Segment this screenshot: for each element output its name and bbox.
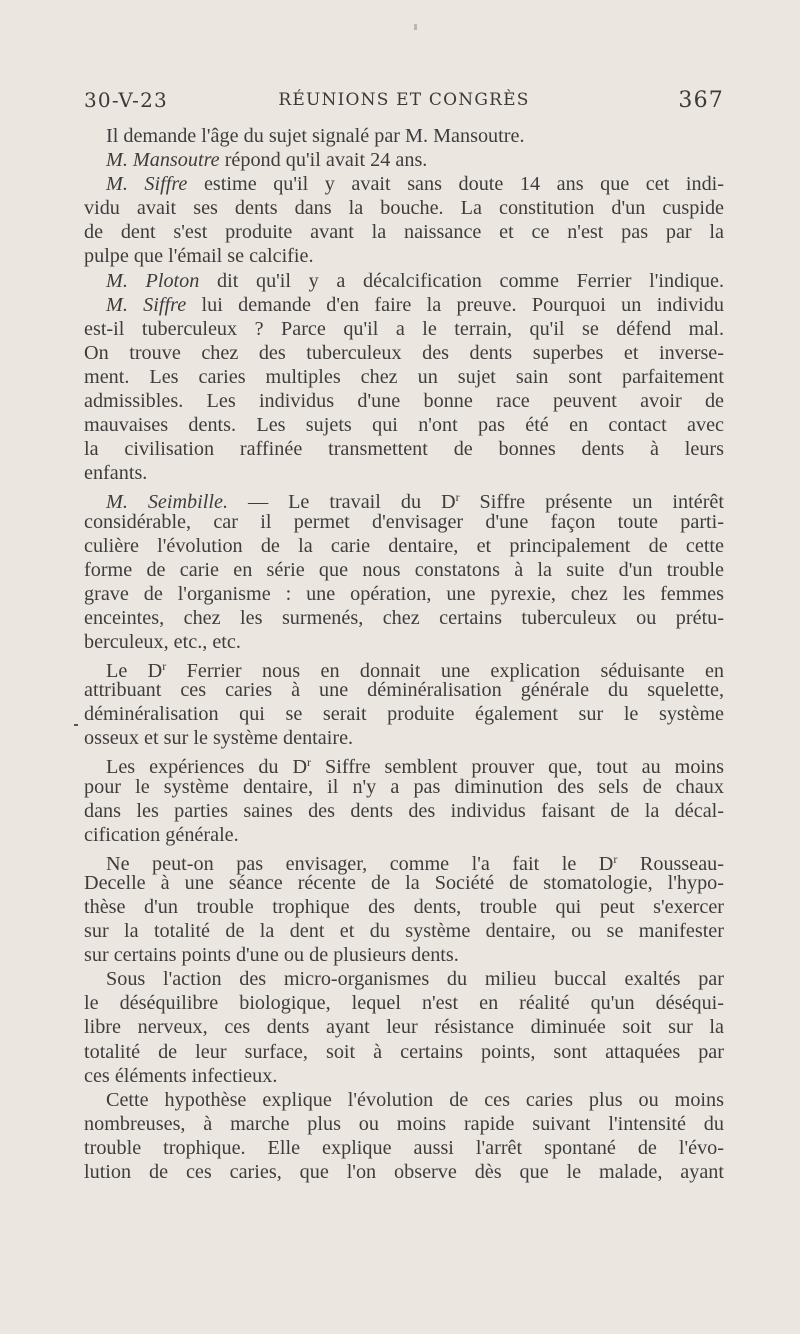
speaker-name: M. Seimbille. (106, 491, 228, 514)
text-line: osseux et sur le système dentaire. (84, 727, 354, 750)
text-line: totalité de leur surface, soit à certains points, sont attaquées par (84, 1040, 724, 1063)
text-line: sur la totalité de la dent et du système dentaire, ou se manifester (84, 920, 724, 943)
text-line: dans les parties saines des dents des individus faisant de la décal- (84, 799, 724, 822)
text-line: cification générale. (84, 823, 239, 846)
text-line: sur certains points d'une ou de plusieurs dents. (84, 944, 459, 967)
text-line: pour le système dentaire, il n'y a pas diminution des sels de chaux (84, 775, 724, 798)
text-line: trouble trophique. Elle explique aussi l'arrêt spontané de l'évo- (84, 1136, 724, 1159)
text-line: Decelle à une séance récente de la Société de stomatologie, l'hypo- (84, 871, 724, 894)
text-line: considérable, car il permet d'envisager d'une façon toute parti- (84, 510, 724, 533)
text-line: forme de carie en série que nous constatons à la suite d'un trouble (84, 558, 724, 581)
speaker-name: M. Siffre (106, 293, 187, 316)
text-line: est-il tuberculeux ? Parce qu'il a le terrain, qu'il se défend mal. (84, 317, 724, 340)
text-line: Ne peut-on pas envisager, comme l'a fait le $D^r$ Rousseau- (106, 851, 724, 875)
text-line: ment. Les caries multiples chez un sujet sain sont parfaitement (84, 365, 724, 388)
page-speck (414, 24, 417, 30)
text-line: la civilisation raffinée transmettent de bonnes dents à leurs (84, 438, 724, 461)
text-line: M. Siffre estime qu'il y avait sans doute 14 ans que cet indi- (106, 173, 724, 196)
text-line: nombreuses, à marche plus ou moins rapide suivant l'intensité du (84, 1112, 724, 1135)
body-text (84, 124, 724, 1184)
text-line: culière l'évolution de la carie dentaire, et principalement de cette (84, 534, 724, 557)
text-line: enfants. (84, 462, 148, 485)
text-line: mauvaises dents. Les sujets qui n'ont pas été en contact avec (84, 414, 724, 437)
text-line: lution de ces caries, que l'on observe dès que le malade, ayant (84, 1161, 724, 1184)
running-header (84, 88, 724, 120)
text-line: pulpe que l'émail se calcifie. (84, 245, 314, 268)
page-number: 367 (678, 88, 724, 113)
text-line: M. Mansoutre répond qu'il avait 24 ans. (106, 149, 428, 172)
speaker-name: M. Siffre (106, 173, 188, 196)
speaker-name: M. Mansoutre (106, 149, 220, 172)
margin-mark (74, 724, 78, 726)
text-line: de dent s'est produite avant la naissance et ce n'est pas par la (84, 221, 724, 244)
text-line: le déséquilibre biologique, lequel n'est en réalité qu'un déséqui- (84, 992, 724, 1015)
text-line: Sous l'action des micro-organismes du milieu buccal exaltés par (106, 968, 724, 991)
header-date: 30-V-23 (84, 88, 168, 112)
text-line: attribuant ces caries à une déminéralisation générale du squelette, (84, 679, 724, 702)
header-title: RÉUNIONS ET CONGRÈS (278, 90, 530, 110)
text-line: On trouve chez des tuberculeux des dents superbes et inverse- (84, 341, 724, 364)
text-line: berculeux, etc., etc. (84, 630, 241, 653)
text-line: Le $D^r$ Ferrier nous en donnait une explication séduisante en (106, 659, 725, 683)
text-line: libre nerveux, ces dents ayant leur résistance diminuée soit sur la (84, 1016, 724, 1039)
text-line: grave de l'organisme : une opération, une pyrexie, chez les femmes (84, 582, 724, 605)
text-line: déminéralisation qui se serait produite également sur le système (84, 703, 724, 726)
text-line: M. Ploton dit qu'il y a décalcification comme Ferrier l'indique. (106, 269, 725, 292)
text-line: admissibles. Les individus d'une bonne race peuvent avoir de (84, 390, 724, 413)
text-line: Cette hypothèse explique l'évolution de ces caries plus ou moins (106, 1088, 724, 1111)
text-line: M. Seimbille. — Le travail du $D^r$ Siffre présente un intérêt (106, 490, 724, 514)
text-line: vidu avait ses dents dans la bouche. La constitution d'un cuspide (84, 197, 724, 220)
text-line: ces éléments infectieux. (84, 1064, 278, 1087)
text-line: Les expériences du $D^r$ Siffre semblent prouver que, tout au moins (106, 755, 724, 779)
text-line: Il demande l'âge du sujet signalé par M. Mansoutre. (106, 125, 525, 147)
speaker-name: M. Ploton (106, 269, 200, 292)
text-line: enceintes, chez les surmenés, chez certains tuberculeux ou prétu- (84, 606, 724, 629)
text-line: M. Siffre lui demande d'en faire la preuve. Pourquoi un individu (106, 293, 724, 316)
text-line: thèse d'un trouble trophique des dents, trouble qui peut s'exercer (84, 896, 724, 918)
